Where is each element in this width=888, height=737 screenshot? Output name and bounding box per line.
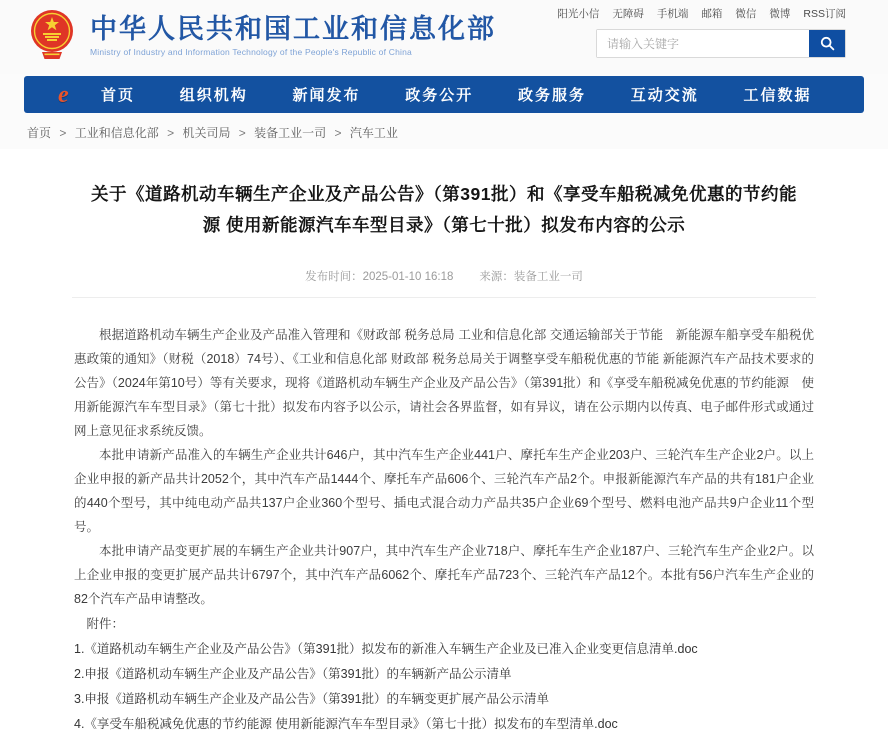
- attachment-link[interactable]: 2.申报《道路机动车辆生产企业及产品公告》（第391批）的车辆新产品公示清单: [74, 667, 512, 681]
- nav-item[interactable]: 政务公开: [405, 87, 474, 104]
- breadcrumb-separator: >: [334, 126, 342, 140]
- miit-e-logo-icon: e: [58, 81, 69, 108]
- breadcrumb-item[interactable]: 汽车工业: [349, 126, 398, 140]
- breadcrumb-separator: >: [59, 126, 67, 140]
- attachment-link[interactable]: 3.申报《道路机动车辆生产企业及产品公告》（第391批）的车辆变更扩展产品公示清单: [74, 692, 550, 706]
- site-subtitle: Ministry of Industry and Information Technology of the People's Republic of China: [90, 46, 412, 57]
- main-nav: [24, 76, 864, 113]
- header-right: [557, 5, 846, 58]
- nav-item[interactable]: 首页: [101, 87, 136, 104]
- nav-item[interactable]: 工信数据: [743, 87, 812, 104]
- top-links: [557, 5, 846, 21]
- attachments-label: 附件：: [86, 617, 125, 631]
- nav-item[interactable]: 新闻发布: [292, 87, 361, 104]
- article-title: 关于《道路机动车辆生产企业及产品公告》（第391批）和《享受车船税减免优惠的节约能源 使用新能源汽车车型目录》（第七十批）拟发布内容的公示: [91, 184, 797, 235]
- publish-time: 2025-01-10 16:18: [362, 271, 454, 283]
- breadcrumb-item[interactable]: 首页: [27, 126, 52, 140]
- breadcrumb-item[interactable]: 机关司局: [182, 126, 231, 140]
- top-link[interactable]: 阳光小信: [557, 7, 600, 20]
- meta-divider: [72, 297, 816, 298]
- article: [0, 149, 888, 737]
- top-link[interactable]: 邮箱: [701, 7, 723, 20]
- top-link[interactable]: RSS订阅: [803, 7, 846, 20]
- source: 装备工业一司: [513, 271, 583, 283]
- article-paragraph: 根据道路机动车辆生产企业及产品准入管理和《财政部 税务总局 工业和信息化部 交通运输部关于节能 新能源车船享受车船税优惠政策的通知》（财税（2018）74号）、《工业和信息化部 财政部 税务总局关于调整享受车船税优惠的节能 新能源汽车产品技术要求的公告》（2024年第10号）等有关要求，现将《道路机动车辆生产企业及产品公告》（第391批）和《享受车船税减免优惠的节约能源 使用新能源汽车车型目录》（第七十批）拟发布内容予以公示，请社会各界监督，如有异议，请在公示期内以传真、电子邮件形式或通过网上意见征求系统反馈。: [74, 328, 814, 438]
- attachment-link[interactable]: 1.《道路机动车辆生产企业及产品公告》（第391批）拟发布的新准入车辆生产企业及已准入企业变更信息清单.doc: [74, 642, 698, 656]
- search-bar: [596, 29, 846, 58]
- national-emblem-icon: [28, 9, 76, 61]
- top-link[interactable]: 微博: [769, 7, 791, 20]
- top-link[interactable]: 微信: [735, 7, 757, 20]
- nav-items: [79, 84, 834, 105]
- publish-time-label: 发布时间：: [305, 271, 363, 283]
- brand-text: [90, 14, 496, 57]
- article-paragraph: 本批申请新产品准入的车辆生产企业共计646户，其中汽车生产企业441户、摩托车生产企业203户、三轮汽车生产企业2户。以上企业申报的新产品共计2052个，其中汽车产品1444个、摩托车产品606个、三轮汽车产品2个。申报新能源汽车产品的共有181户企业的440个型号，其中纯电动产品共137户企业360个型号、插电式混合动力产品共35户企业69个型号、燃料电池产品共9户企业11个型号。: [74, 448, 814, 534]
- article-body: [74, 323, 814, 611]
- top-link[interactable]: 手机端: [656, 7, 689, 20]
- search-input[interactable]: [597, 30, 809, 57]
- site-header: [0, 0, 888, 74]
- breadcrumb-item[interactable]: 工业和信息化部: [74, 126, 159, 140]
- nav-item[interactable]: 互动交流: [630, 87, 699, 104]
- breadcrumb-separator: >: [167, 126, 175, 140]
- nav-item[interactable]: 组织机构: [179, 87, 248, 104]
- source-label: 来源：: [479, 271, 514, 283]
- breadcrumb-separator: >: [238, 126, 246, 140]
- breadcrumb: [0, 113, 888, 141]
- article-meta: [74, 268, 814, 284]
- search-button[interactable]: [809, 30, 845, 57]
- article-paragraph: 本批申请产品变更扩展的车辆生产企业共计907户，其中汽车生产企业718户、摩托车生产企业187户、三轮汽车生产企业2户。以上企业申报的变更扩展产品共计6797个，其中汽车产品6062个、摩托车产品723个、三轮汽车产品12个。本批有56户汽车生产企业的82个汽车产品申请整改。: [74, 544, 814, 606]
- nav-item[interactable]: 政务服务: [518, 87, 587, 104]
- breadcrumb-item[interactable]: 装备工业一司: [254, 126, 327, 140]
- attachment-link[interactable]: 4.《享受车船税减免优惠的节约能源 使用新能源汽车车型目录》（第七十批）拟发布的车型清单.doc: [74, 717, 618, 731]
- site-title: 中华人民共和国工业和信息化部: [90, 13, 496, 44]
- site-brand[interactable]: [28, 9, 496, 61]
- attachment-list: [74, 637, 814, 737]
- attachments-section: [74, 612, 814, 737]
- top-link[interactable]: 无障碍: [612, 7, 644, 20]
- search-icon: [820, 36, 835, 51]
